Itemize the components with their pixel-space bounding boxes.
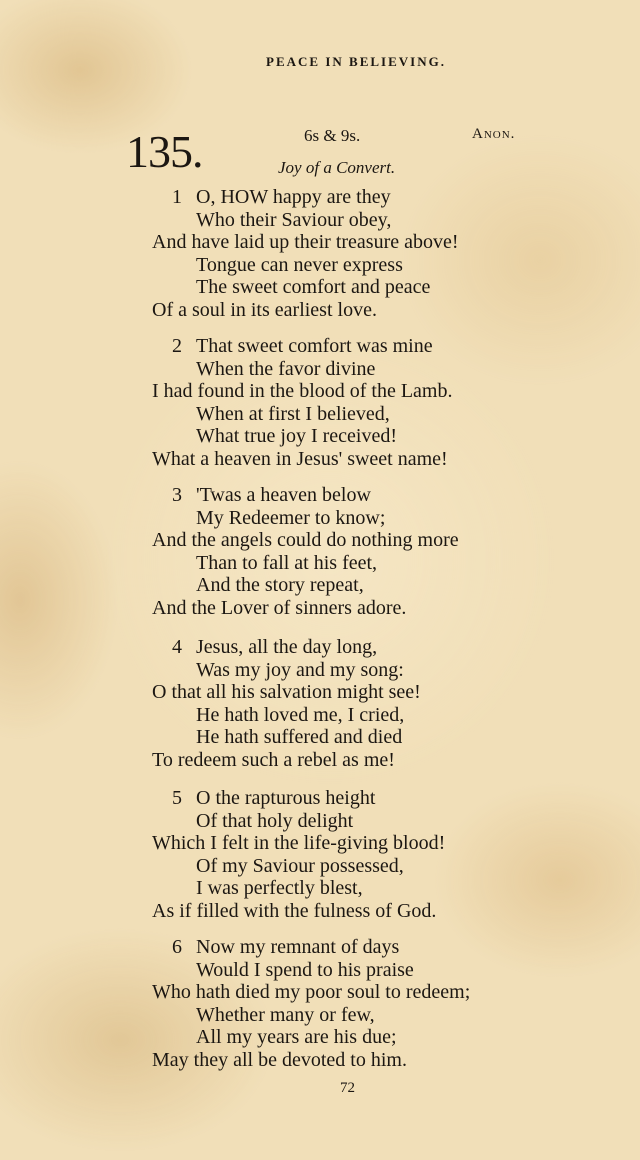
stanza-line: Was my joy and my song: bbox=[196, 658, 404, 681]
stanza-line-text: O the rapturous height bbox=[196, 787, 376, 809]
stanza-line: Would I spend to his praise bbox=[196, 958, 414, 981]
stanza-line bbox=[152, 335, 622, 358]
stanza-line-text: That sweet comfort was mine bbox=[196, 335, 433, 357]
stanza-line: He hath suffered and died bbox=[196, 726, 403, 748]
hymn-meter: 6s & 9s. bbox=[304, 126, 361, 145]
stanza-line bbox=[152, 186, 622, 209]
stanza-number: 5 bbox=[172, 787, 182, 809]
stanza-line: Of a soul in its earliest love. bbox=[152, 298, 377, 321]
stanza-line: To redeem such a rebel as me! bbox=[152, 748, 395, 771]
stanza-line: He hath loved me, I cried, bbox=[196, 703, 405, 726]
stanza-line: When at first I believed, bbox=[196, 402, 390, 425]
hymn-subtitle: Joy of a Convert. bbox=[278, 158, 396, 177]
running-head: PEACE IN BELIEVING. bbox=[266, 54, 446, 69]
stanza-6 bbox=[152, 936, 622, 1071]
stanza-line bbox=[152, 787, 622, 810]
stanza-line: I had found in the blood of the Lamb. bbox=[152, 380, 453, 402]
stanza-line-text: Now my remnant of days bbox=[196, 936, 400, 958]
stanza-line: And have laid up their treasure above! bbox=[152, 231, 459, 253]
stanza-number: 3 bbox=[172, 484, 182, 506]
stanza-line: And the Lover of sinners adore. bbox=[152, 596, 407, 619]
stanza-line: Than to fall at his feet, bbox=[196, 551, 378, 574]
stanza-line: And the angels could do nothing more bbox=[152, 529, 459, 551]
stanza-line-text: 'Twas a heaven below bbox=[196, 484, 371, 506]
stanza-number: 6 bbox=[172, 936, 182, 958]
stanza-line: Which I felt in the life-giving blood! bbox=[152, 832, 446, 854]
stanza-line: I was perfectly blest, bbox=[196, 877, 363, 899]
stanza-line: And the story repeat, bbox=[196, 574, 364, 596]
hymn-author: Anon. bbox=[472, 126, 516, 142]
stanza-line: When the favor divine bbox=[196, 357, 376, 380]
stanza-4 bbox=[152, 636, 622, 771]
stanza-5 bbox=[152, 787, 622, 922]
stanza-2 bbox=[152, 335, 622, 470]
stanza-line: What a heaven in Jesus' sweet name! bbox=[152, 447, 448, 470]
stanza-line: The sweet comfort and peace bbox=[196, 276, 431, 298]
stanza-1 bbox=[152, 186, 622, 321]
hymn-number: 135. bbox=[126, 126, 203, 177]
stanza-line: Of my Saviour possessed, bbox=[196, 854, 404, 877]
stanza-number: 4 bbox=[172, 636, 182, 658]
stanza-line: What true joy I received! bbox=[196, 425, 398, 447]
stanza-line: As if filled with the fulness of God. bbox=[152, 899, 437, 922]
stanza-line bbox=[152, 636, 622, 659]
page-number: 72 bbox=[340, 1080, 355, 1096]
stanza-number: 1 bbox=[172, 186, 182, 208]
stanza-line-text: O, HOW happy are they bbox=[196, 186, 391, 208]
stanza-line: Whether many or few, bbox=[196, 1003, 375, 1026]
stanza-line bbox=[152, 484, 622, 507]
stanza-line: All my years are his due; bbox=[196, 1026, 397, 1048]
stanza-line: Of that holy delight bbox=[196, 809, 354, 832]
stanza-number: 2 bbox=[172, 335, 182, 357]
stanza-line: Tongue can never express bbox=[196, 253, 403, 276]
stanza-line: Who hath died my poor soul to redeem; bbox=[152, 981, 471, 1003]
stanza-line: Who their Saviour obey, bbox=[196, 208, 392, 231]
stanza-line: My Redeemer to know; bbox=[196, 506, 386, 529]
stanza-line: May they all be devoted to him. bbox=[152, 1048, 407, 1071]
stanza-line bbox=[152, 936, 622, 959]
stanza-line: O that all his salvation might see! bbox=[152, 681, 421, 703]
stanza-line-text: Jesus, all the day long, bbox=[196, 636, 378, 658]
stanza-3 bbox=[152, 484, 622, 619]
